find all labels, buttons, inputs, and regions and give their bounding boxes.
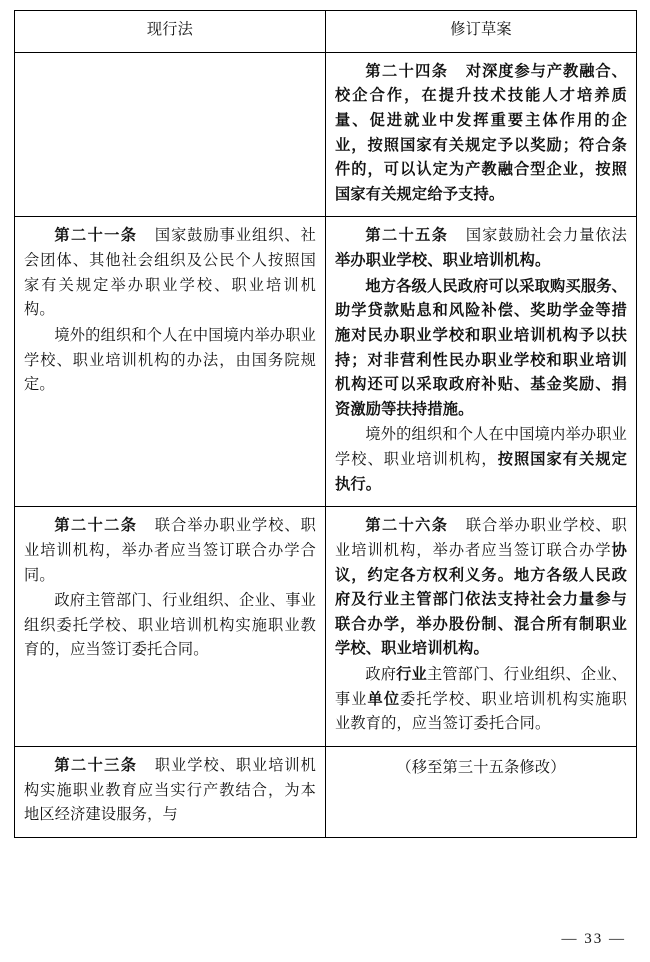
column-header-revision-draft: 修订草案 [326, 11, 637, 53]
cell-current-law [15, 507, 326, 747]
cell-current-law [15, 52, 326, 217]
moved-note: （移至第三十五条修改） [396, 758, 566, 776]
article-paragraph [335, 423, 627, 497]
article-number: 第二十三条 [54, 756, 138, 774]
article-text-plain: 联合举办职业学校、职业培训机构，举办者应当签订联合办学 [335, 517, 628, 559]
article-paragraph [24, 589, 316, 663]
article-text: 境外的组织和个人在中国境内举办职业学校、职业培训机构的办法，由国务院规定。 [24, 326, 316, 394]
article-text: 对深度参与产教融合、校企合作，在提升技术技能人才培养质量、促进就业中发挥重要主体作用的企业，按照国家有关规定予以奖励；符合条件的，可以认定为产教融合型企业，按照国家有关规定给予支持。 [335, 62, 628, 203]
article-text: 地方各级人民政府可以采取购买服务、助学贷款贴息和风险补偿、奖助学金等措施对民办职业学校和职业培训机构予以扶持；对非营利性民办职业学校和职业培训机构还可以采取政府补贴、基金奖励、捐资激励等扶持措施。 [335, 277, 627, 418]
table-header-row [15, 11, 637, 53]
article-text-rest2: 委托学校、职业培训机构实施职业教育的，应当签订委托合同。 [335, 690, 627, 733]
table-row [15, 217, 637, 507]
article-number: 第二十四条 [365, 62, 449, 80]
article-text-bold: 行业 [396, 666, 427, 683]
article-text-bold: 单位 [367, 690, 401, 708]
cell-current-law [15, 217, 326, 507]
article-paragraph [335, 663, 627, 737]
article-paragraph [24, 224, 316, 323]
article-text-bold: 按照国家有关规定执行。 [335, 451, 628, 493]
article-number: 第二十五条 [365, 227, 449, 245]
article-text-plain: 国家鼓励社会力量依法 [465, 227, 628, 245]
article-paragraph [335, 224, 627, 273]
article-paragraph [24, 514, 316, 588]
table-row [15, 746, 637, 837]
article-paragraph [24, 754, 316, 828]
table-row [15, 507, 637, 747]
article-text-bold: 协议，约定各方权利义务。地方各级人民政府及行业主管部门依法支持社会力量参与联合办学，举办股份制、混合所有制职业学校、职业培训机构。 [335, 541, 627, 658]
cell-revision-draft [326, 507, 637, 747]
article-number: 第二十一条 [54, 227, 138, 245]
article-paragraph [335, 60, 627, 208]
article-text-bold: 举办职业学校、职业培训机构。 [335, 252, 551, 269]
cell-revision-draft [326, 52, 637, 217]
page-number: — 33 — [561, 931, 626, 947]
article-paragraph [335, 275, 627, 423]
article-number: 第二十二条 [54, 517, 138, 535]
article-text: 联合举办职业学校、职业培训机构，举办者应当签订联合办学合同。 [24, 517, 317, 584]
article-text: 政府主管部门、行业组织、企业、事业组织委托学校、职业培训机构实施职业教育的，应当签订委托合同。 [24, 592, 316, 659]
cell-revision-draft [326, 217, 637, 507]
article-paragraph [335, 514, 627, 662]
article-paragraph [24, 324, 316, 398]
table-row [15, 52, 637, 217]
column-header-current-law: 现行法 [15, 11, 326, 53]
article-text: 职业学校、职业培训机构实施职业教育应当实行产教结合，为本地区经济建设服务，与 [24, 756, 317, 824]
article-text-plain: 政府 [365, 666, 397, 683]
cell-current-law [15, 746, 326, 837]
article-text-plain: 境外的组织和个人在中国境内举办职业学校、职业培训机构， [335, 426, 627, 468]
law-comparison-table [14, 10, 637, 838]
article-number: 第二十六条 [365, 517, 449, 535]
article-text: 国家鼓励事业组织、社会团体、其他社会组织及公民个人按照国家有关规定举办职业学校、职业培训机构。 [24, 227, 317, 319]
article-text-rest: 主管部门、行业组织、企业、事业 [335, 666, 627, 708]
cell-revision-draft [326, 746, 637, 837]
